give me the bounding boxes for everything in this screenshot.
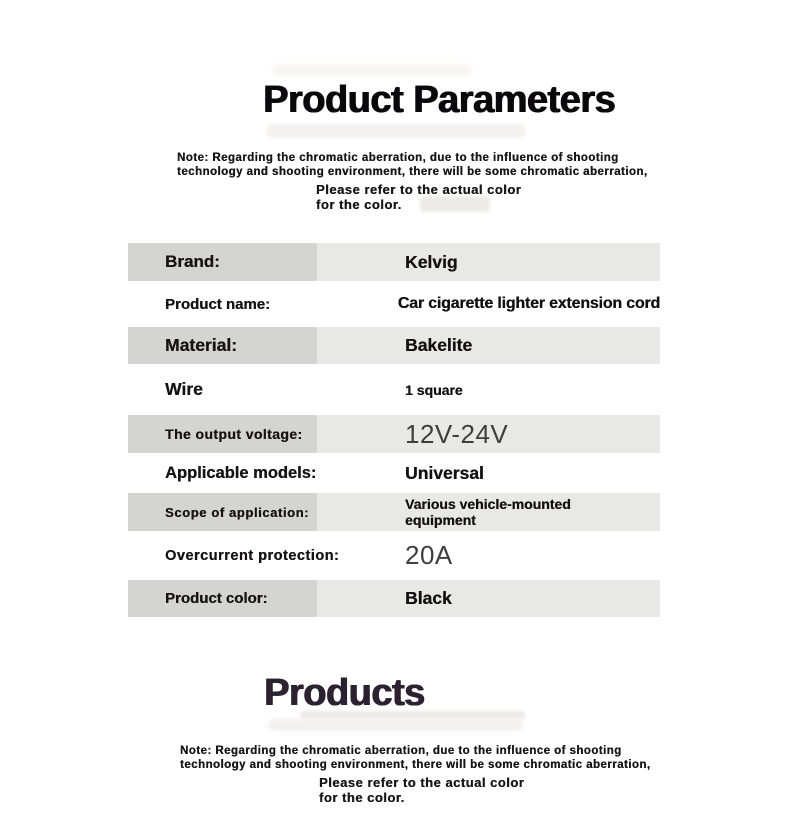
spec-value: Car cigarette lighter extension cord <box>397 295 660 312</box>
spec-value: Universal <box>405 462 484 483</box>
spec-label: Product color: <box>128 580 317 617</box>
spec-value: 1 square <box>405 381 463 398</box>
spec-row-brand <box>128 243 660 281</box>
spec-value <box>317 493 660 531</box>
note-emphasis <box>319 775 650 805</box>
note-line: for the color. <box>319 789 405 805</box>
note-line: Please refer to the actual color <box>316 181 522 197</box>
note-line: Note: Regarding the chromatic aberration, due to the influence of shooting <box>177 152 619 164</box>
spec-value: Kelvig <box>317 243 660 281</box>
products-title: Products <box>264 672 425 714</box>
spec-label: Scope of application: <box>128 493 317 531</box>
ghost-artifact <box>266 124 526 138</box>
note-line: technology and shooting environment, there will be some chromatic aberration, <box>180 759 651 772</box>
spec-row-applicable-models <box>128 453 660 493</box>
spec-label: Material: <box>128 327 317 364</box>
spec-row-scope <box>128 493 660 531</box>
spec-label: Brand: <box>128 243 317 281</box>
spec-row-wire <box>128 364 660 415</box>
note-line: for the color. <box>316 196 402 212</box>
note-emphasis <box>316 182 647 212</box>
note-line: Note: Regarding the chromatic aberration, due to the influence of shooting <box>180 745 622 757</box>
spec-label: Product name: <box>165 295 271 313</box>
note-line: technology and shooting environment, there will be some chromatic aberration, <box>177 166 648 179</box>
spec-value: Bakelite <box>317 327 660 364</box>
spec-row-output-voltage <box>128 415 660 453</box>
spec-row-overcurrent <box>128 531 660 580</box>
spec-row-product-name <box>128 281 660 327</box>
ghost-artifact <box>272 64 472 76</box>
note-line: Please refer to the actual color <box>319 774 525 790</box>
spec-label: Overcurrent protection: <box>165 547 340 564</box>
spec-value: 20A <box>405 540 453 570</box>
spec-label: Wire <box>165 379 203 399</box>
spec-value: 12V-24V <box>317 415 660 453</box>
parameters-title: Product Parameters <box>263 79 616 121</box>
spec-value-text: Various vehicle-mounted equipment <box>405 496 571 528</box>
spec-value: Black <box>317 580 660 617</box>
spec-table <box>128 243 660 617</box>
spec-row-product-color <box>128 580 660 617</box>
spec-label: The output voltage: <box>128 415 317 453</box>
spec-row-material <box>128 327 660 364</box>
spec-label: Applicable models: <box>165 463 317 482</box>
products-note <box>180 744 650 805</box>
ghost-artifact <box>268 719 523 731</box>
parameters-note <box>177 151 647 212</box>
